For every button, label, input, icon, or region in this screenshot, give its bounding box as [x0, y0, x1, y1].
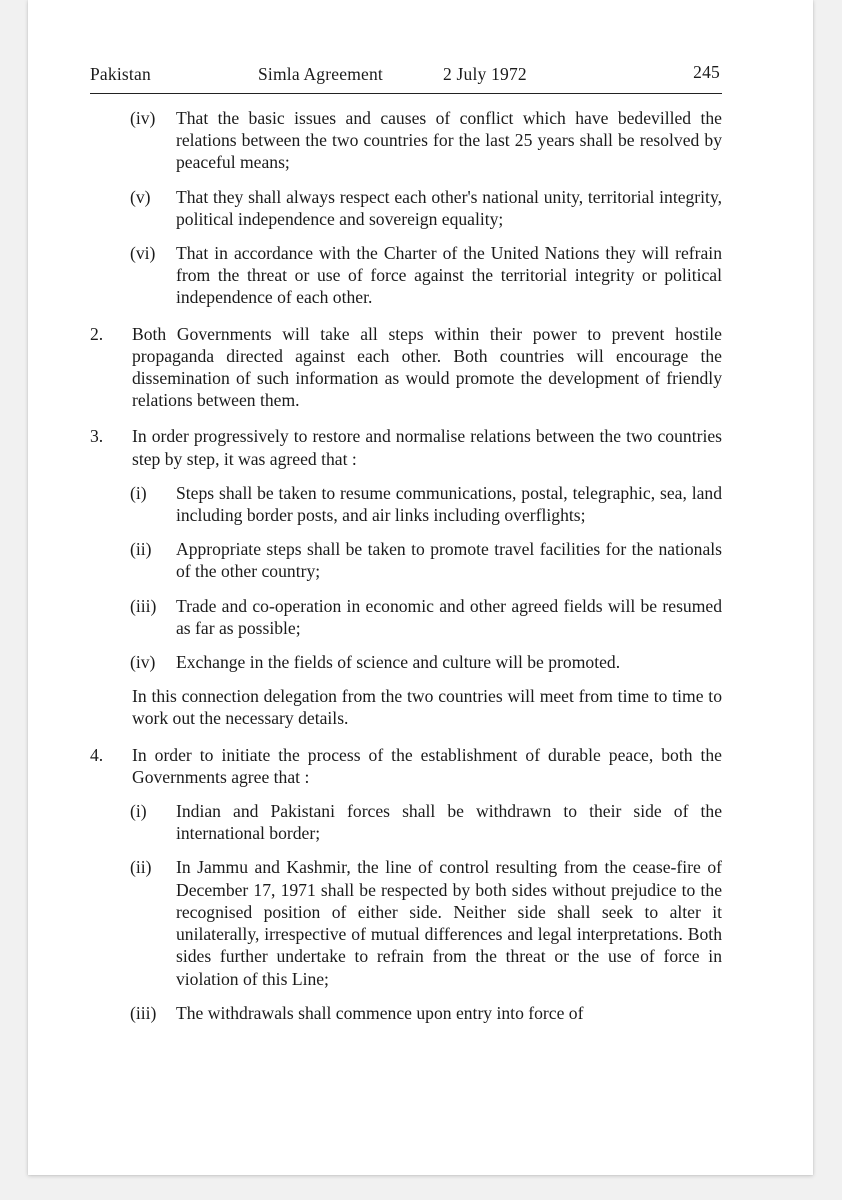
clause-number: (iv): [130, 108, 156, 128]
page-number: 245: [693, 62, 720, 82]
header-title: Simla Agreement: [258, 64, 383, 84]
clause-4-ii: [90, 856, 722, 989]
clause-number: 2.: [90, 323, 104, 344]
clause-text: Both Governments will take all steps within their power to prevent hostile propaganda directed against each other. Both countries will encourage the dissemination of such information as would promote the development of friendly relations between them.: [132, 323, 722, 411]
clause-number: (iv): [130, 652, 156, 673]
clause-text: That in accordance with the Charter of the United Nations they will refrain from the threat or use of force against the territorial integrity or political independence of each other.: [176, 243, 722, 308]
clause-number: (iii): [130, 595, 157, 616]
clause-text: Appropriate steps shall be taken to promote travel facilities for the nationals of the other country;: [176, 539, 722, 582]
clause-number: (ii): [130, 857, 152, 878]
clause-3-ii: [90, 538, 722, 582]
clause-text: Exchange in the fields of science and culture will be promoted.: [176, 652, 621, 673]
clause-text: In order to initiate the process of the establishment of durable peace, both the Governments agree that :: [132, 744, 722, 787]
clause-1-iv: [90, 107, 722, 174]
clause-3-note: In this connection delegation from the two countries will meet from time to time to work out the necessary details.: [132, 686, 722, 729]
clause-number: (ii): [130, 539, 152, 560]
clause-number: (i): [130, 801, 147, 822]
clause-1-v: [90, 186, 722, 230]
clause-number: (v): [130, 186, 151, 207]
clause-3-iii: [90, 595, 722, 639]
clause-number: (iii): [130, 1002, 157, 1023]
header-rule: [90, 93, 722, 94]
clause-text: Trade and co-operation in economic and other agreed fields will be resumed as far as possible;: [176, 595, 722, 638]
clause-number: (vi): [130, 243, 156, 264]
clause-text: Indian and Pakistani forces shall be withdrawn to their side of the international border;: [176, 801, 722, 844]
clause-2: [90, 323, 722, 412]
clause-number: 4.: [90, 744, 104, 765]
clause-3: [90, 425, 722, 469]
clause-1-vi: [90, 242, 722, 309]
clause-text: In order progressively to restore and normalise relations between the two countries step by step, it was agreed that :: [132, 426, 722, 469]
clause-4-i: [90, 800, 722, 844]
clause-text: The withdrawals shall commence upon entry into force of: [176, 1002, 584, 1023]
clause-text: In Jammu and Kashmir, the line of control resulting from the cease-fire of December 17, 1971 shall be respected by both sides without prejudice to the recognised position of either side. Neither side shall seek to alter it unilaterally, irrespective of mutual differences and legal interpretations. Both sides further undertake to refrain from the threat or the use of force in violation of this Line;: [176, 857, 722, 989]
header-country: Pakistan: [90, 64, 151, 84]
clause-3-i: [90, 482, 722, 526]
document-body: [90, 107, 722, 1024]
clause-4-iii: [90, 1002, 722, 1024]
clause-number: 3.: [90, 426, 104, 447]
header-date: 2 July 1972: [443, 64, 527, 84]
running-header: [90, 64, 720, 90]
clause-text: That they shall always respect each other's national unity, territorial integrity, political independence and sovereign equality;: [176, 186, 722, 229]
clause-text: That the basic issues and causes of conflict which have bedevilled the relations between the two countries for the last 25 years shall be resolved by peaceful means;: [176, 108, 722, 173]
clause-number: (i): [130, 482, 147, 503]
clause-text: Steps shall be taken to resume communications, postal, telegraphic, sea, land including border posts, and air links including overflights;: [176, 482, 722, 526]
clause-4: [90, 744, 722, 788]
clause-3-iv: [90, 651, 722, 673]
